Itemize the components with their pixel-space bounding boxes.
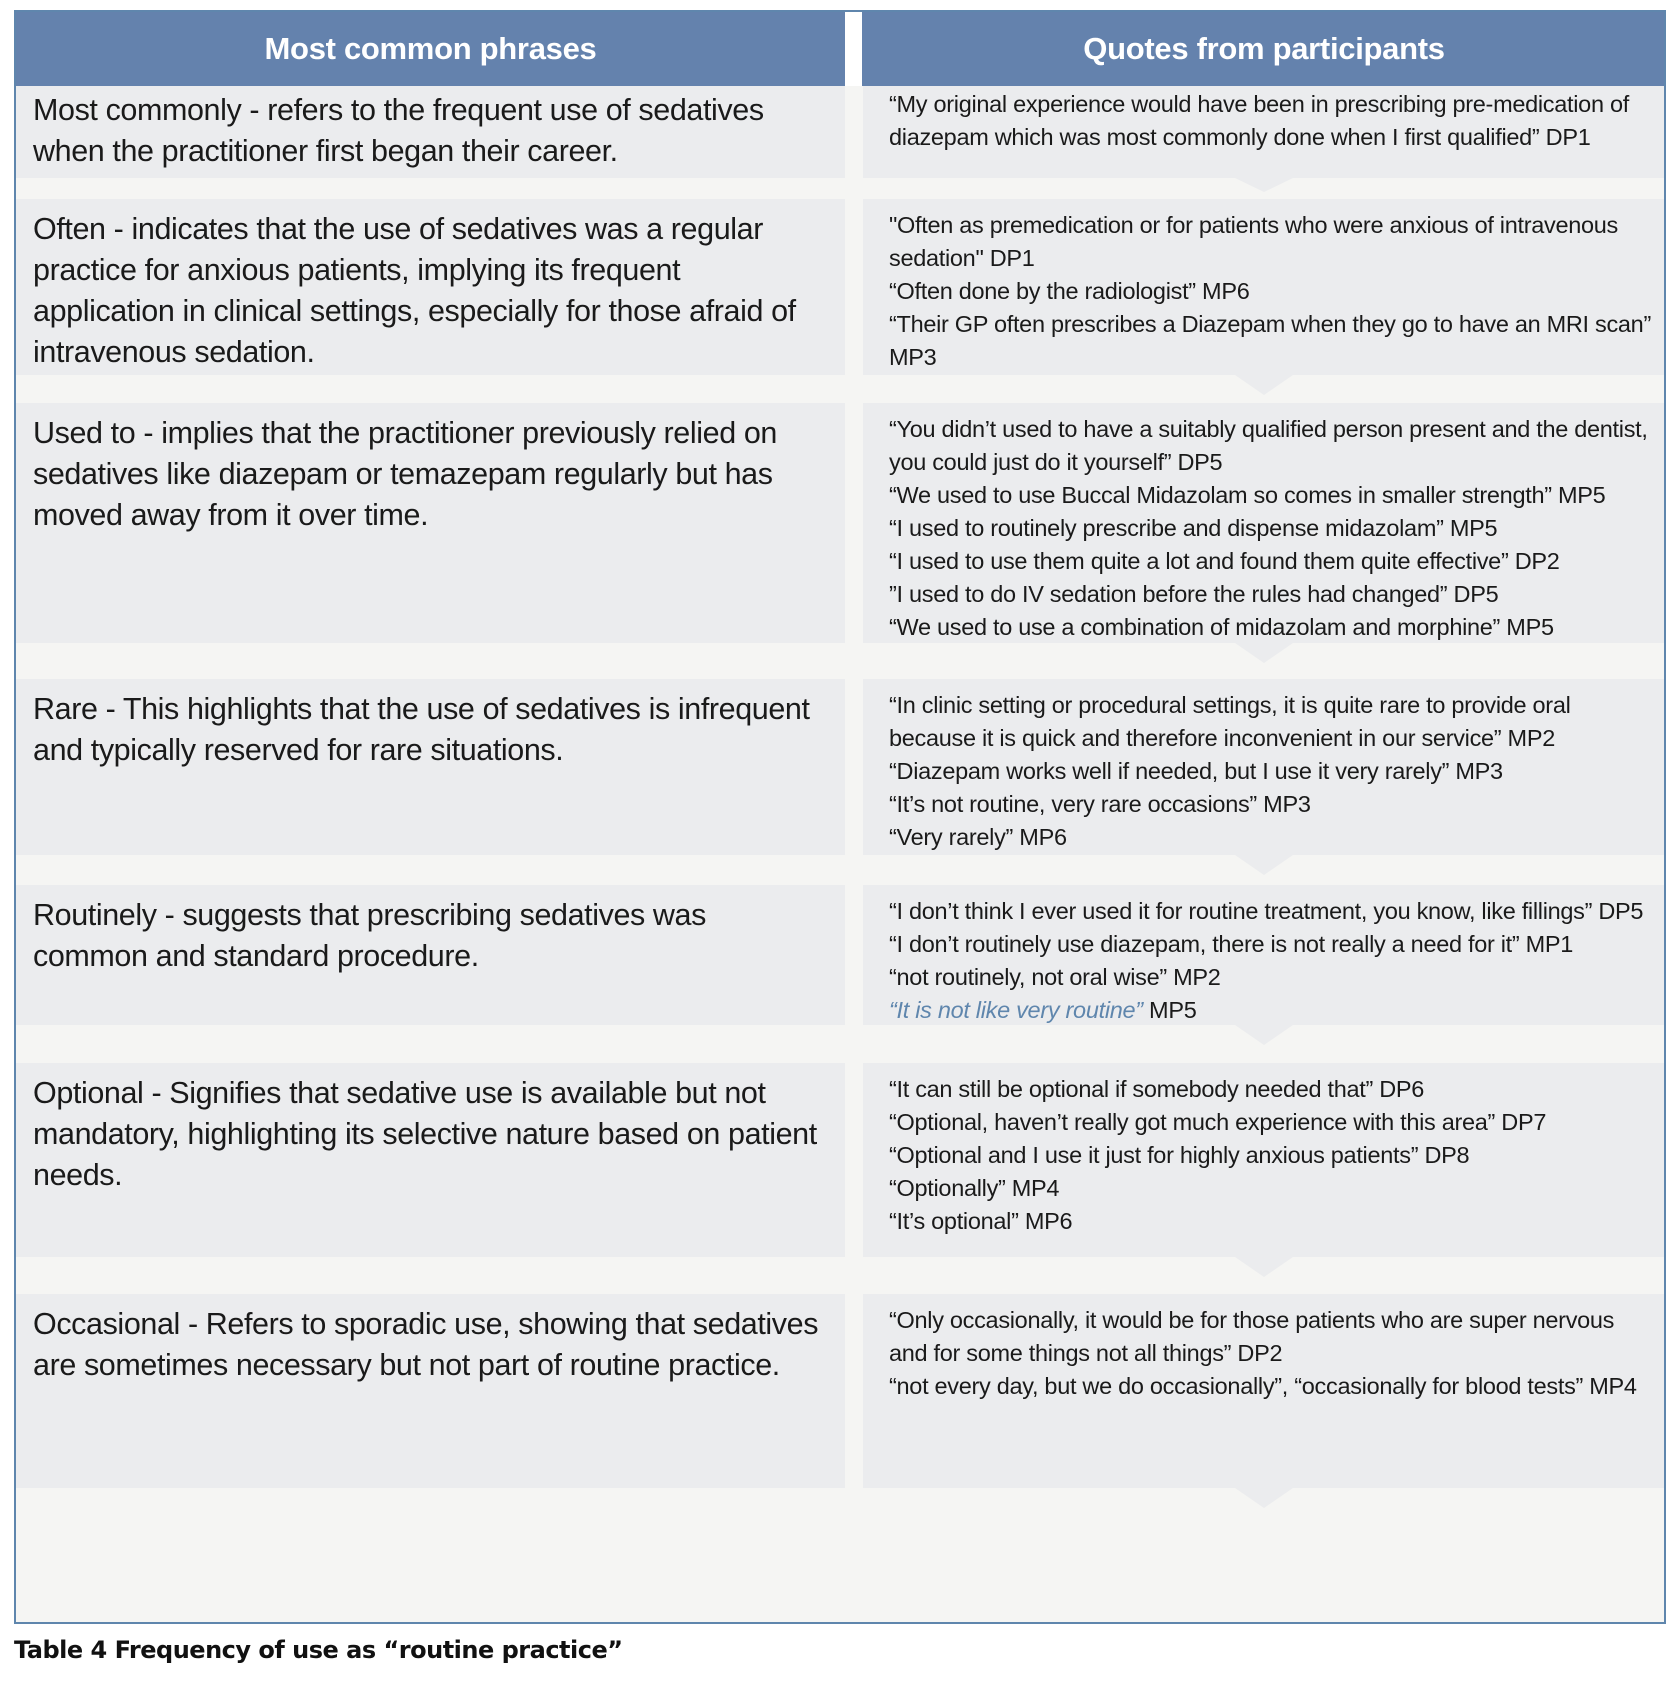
phrase-cell	[16, 1063, 845, 1257]
quote-line: “My original experience would have been in prescribing pre-medication of diazepam which was most commonly done when I first qualified” DP1	[889, 91, 1629, 150]
quote-line: “Very rarely” MP6	[889, 824, 1067, 850]
header-divider	[845, 12, 862, 86]
quote-line: “I used to use them quite a lot and found them quite effective” DP2	[889, 548, 1560, 574]
quote-source: MP5	[1142, 997, 1197, 1023]
quote-line: “We used to use a combination of midazolam and morphine” MP5	[889, 614, 1554, 640]
quote-line: “Optional and I use it just for highly anxious patients” DP8	[889, 1142, 1470, 1168]
quote-line: “It can still be optional if somebody needed that” DP6	[889, 1076, 1425, 1102]
phrase-text: Most commonly - refers to the frequent use of sedatives when the practitioner first began their career.	[33, 93, 764, 168]
phrase-text: Used to - implies that the practitioner previously relied on sedatives like diazepam or temazepam regularly but has moved away from it over time.	[33, 416, 777, 532]
quote-line: “Often done by the radiologist” MP6	[889, 278, 1250, 304]
quotes-cell	[863, 885, 1666, 1045]
phrase-text: Occasional - Refers to sporadic use, showing that sedatives are sometimes necessary but not part of routine practice.	[33, 1307, 819, 1382]
quote-line: “Optionally” MP4	[889, 1175, 1060, 1201]
quote-line: “In clinic setting or procedural settings, it is quite rare to provide oral because it is quick and therefore inconvenient in our service” MP2	[889, 692, 1571, 751]
quote-line: “Diazepam works well if needed, but I use it very rarely” MP3	[889, 758, 1503, 784]
phrase-text: Optional - Signifies that sedative use is available but not mandatory, highlighting its selective nature based on patient needs.	[33, 1076, 817, 1192]
phrase-cell	[16, 86, 845, 178]
quotes-cell	[863, 1063, 1666, 1277]
phrase-cell	[16, 679, 845, 855]
quote-line: "Often as premedication or for patients who were anxious of intravenous sedation" DP1	[889, 212, 1619, 271]
header-most-common-phrases: Most common phrases	[16, 12, 845, 86]
quote-line: “Optional, haven’t really got much experience with this area” DP7	[889, 1109, 1547, 1135]
table-frame	[14, 10, 1666, 1624]
quote-line: “You didn’t used to have a suitably qualified person present and the dentist, you could just do it yourself” DP5	[889, 416, 1648, 475]
quote-line: “not routinely, not oral wise” MP2	[889, 964, 1221, 990]
phrase-text: Routinely - suggests that prescribing sedatives was common and standard procedure.	[33, 898, 706, 973]
quote-line: “I don’t routinely use diazepam, there is not really a need for it” MP1	[889, 931, 1574, 957]
header-quotes-from-participants: Quotes from participants	[862, 12, 1666, 86]
phrase-cell	[16, 403, 845, 643]
quotes-cell	[863, 679, 1666, 875]
table-caption: Table 4 Frequency of use as “routine practice”	[14, 1636, 623, 1664]
quote-line: ”I used to do IV sedation before the rules had changed” DP5	[889, 581, 1499, 607]
quote-line: “I don’t think I ever used it for routine treatment, you know, like fillings” DP5	[889, 898, 1644, 924]
quote-line: “I used to routinely prescribe and dispense midazolam” MP5	[889, 515, 1498, 541]
quotes-cell	[863, 199, 1666, 395]
phrase-cell	[16, 199, 845, 375]
quote-line-emphasis	[889, 994, 1656, 1027]
quote-line: “It’s optional” MP6	[889, 1208, 1073, 1234]
phrase-cell	[16, 1294, 845, 1488]
quote-line: “Their GP often prescribes a Diazepam when they go to have an MRI scan” MP3	[889, 311, 1651, 370]
quote-line: “It’s not routine, very rare occasions” MP3	[889, 791, 1311, 817]
phrase-cell	[16, 885, 845, 1025]
quotes-cell	[863, 403, 1666, 663]
emphasized-quote: “It is not like very routine”	[889, 997, 1143, 1023]
quotes-cell	[863, 86, 1666, 192]
quote-line: “not every day, but we do occasionally”, “occasionally for blood tests” MP4	[889, 1373, 1637, 1399]
phrase-text: Rare - This highlights that the use of sedatives is infrequent and typically reserved for rare situations.	[33, 692, 810, 767]
phrase-text: Often - indicates that the use of sedatives was a regular practice for anxious patients, implying its frequent application in clinical settings, especially for those afraid of intravenous sedation.	[33, 212, 796, 369]
quote-line: “We used to use Buccal Midazolam so comes in smaller strength” MP5	[889, 482, 1606, 508]
quote-line: “Only occasionally, it would be for those patients who are super nervous and for some things not all things” DP2	[889, 1307, 1615, 1366]
quotes-cell	[863, 1294, 1666, 1508]
